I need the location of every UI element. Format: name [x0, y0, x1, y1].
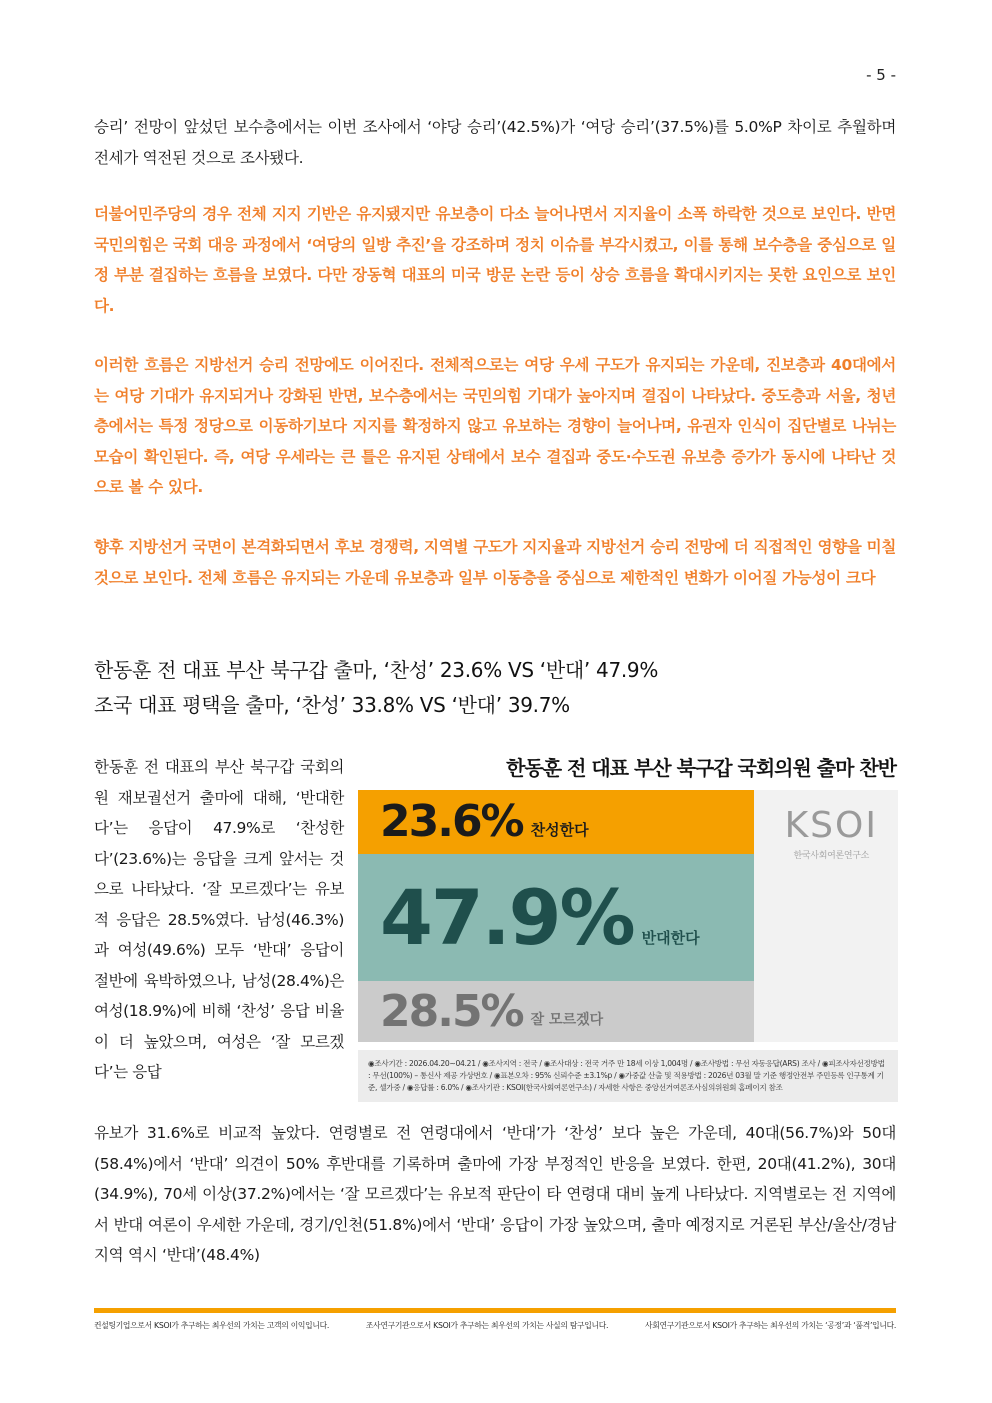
logo-subtitle: 한국사회여론연구소 — [793, 851, 870, 861]
bar-unsure-label: 잘 모르겠다 — [530, 1011, 604, 1028]
headline-cho-kuk: 조국 대표 평택을 출마, ‘찬성’ 33.8% VS ‘반대’ 39.7% — [94, 693, 570, 717]
bar-unsure-percent: 28.5% — [380, 985, 523, 1037]
page-number: - 5 - — [866, 66, 896, 84]
footer-divider — [94, 1308, 896, 1313]
logo-mark: KSOI — [784, 805, 878, 846]
bar-oppose-label: 반대한다 — [641, 929, 700, 947]
bar-agree — [358, 790, 754, 854]
bar-agree-label: 찬성한다 — [530, 820, 589, 839]
infographic-figure — [358, 752, 898, 1108]
figure-title: 한동훈 전 대표 부산 북구갑 국회의원 출마 찬반 — [506, 756, 896, 780]
bar-oppose — [358, 854, 754, 981]
footer-statement-2: 조사연구기관으로서 KSOI가 추구하는 최우선의 가치는 사실의 탐구입니다. — [365, 1321, 609, 1330]
bar-oppose-percent: 47.9% — [380, 872, 634, 962]
footer-statement-3: 사회연구기관으로서 KSOI가 추구하는 최우선의 가치는 ‘공정’과 ‘품격’입니다. — [645, 1321, 896, 1330]
body-text-continued: 유보가 31.6%로 비교적 높았다. 연령별로 전 연령대에서 ‘반대’가 ‘찬성’ 보다 높은 가운데, 40대(56.7%)와 50대(58.4%)에서 ‘반대’ 의견이 50% 후반대를 기록하며 출마에 가장 부정적인 반응을 보였다. 한편, 20대(41.2%), 30대(34.9%), 70세 이상(37.2%)에서는 ‘잘 모르겠다’는 유보적 판단이 타 연령대 대비 높게 나타났다. 지역별로는 전 지역에서 반대 여론이 우세한 가운데, 경기/인천(51.8%)에서 ‘반대’ 응답이 가장 높았으며, 출마 예정지로 거론된 부산/울산/경남 지역 역시 ‘반대’(48.4%) — [94, 1124, 896, 1264]
bar-agree-percent: 23.6% — [380, 796, 523, 847]
paragraph-future-outlook: 향후 지방선거 국면이 본격화되면서 후보 경쟁력, 지역별 구도가 지지율과 지방선거 승리 전망에 더 직접적인 영향을 미칠 것으로 보인다. 전체 흐름은 유지되는 가운데 유보층과 일부 이동층을 중심으로 제한적인 변화가 이어질 가능성이 크다 — [94, 538, 896, 587]
footer-statement-1: 컨설팅기업으로서 KSOI가 추구하는 최우선의 가치는 고객의 이익입니다. — [94, 1321, 330, 1330]
ksoi-logo — [784, 805, 878, 861]
paragraph-conservative-reversal: 승리’ 전망이 앞섰던 보수층에서는 이번 조사에서 ‘야당 승리’(42.5%)가 ‘여당 승리’(37.5%)를 5.0%P 차이로 추월하며 전세가 역전된 것으로 조사됐다. — [94, 118, 896, 167]
footer — [94, 1320, 896, 1331]
paragraph-party-analysis: 더불어민주당의 경우 전체 지지 기반은 유지됐지만 유보층이 다소 늘어나면서 지지율이 소폭 하락한 것으로 보인다. 반면 국민의힘은 국회 대응 과정에서 ‘여당의 일방 추진’을 강조하며 정치 이슈를 부각시켰고, 이를 통해 보수층을 중심으로 일정 부분 결집하는 흐름을 보였다. 다만 장동혁 대표의 미국 방문 논란 등이 상승 흐름을 확대시키지는 못한 요인으로 보인다. — [94, 205, 896, 315]
paragraph-election-outlook: 이러한 흐름은 지방선거 승리 전망에도 이어진다. 전체적으로는 여당 우세 구도가 유지되는 가운데, 진보층과 40대에서는 여당 기대가 유지되거나 강화된 반면, 보수층에서는 국민의힘 기대가 높아지며 결집이 나타났다. 중도층과 서울, 청년층에서는 특정 정당으로 이동하기보다 지지를 확정하지 않고 유보하는 경향이 늘어나며, 유권자 인식이 집단별로 나뉘는 모습이 확인된다. 즉, 여당 우세라는 큰 틀은 유지된 상태에서 보수 결집과 중도·수도권 유보층 증가가 동시에 나타난 것으로 볼 수 있다. — [94, 356, 896, 496]
body-text-side: 한동훈 전 대표의 부산 북구갑 국회의원 재보궐선거 출마에 대해, ‘반대한다’는 응답이 47.9%로 ‘찬성한다’(23.6%)는 응답을 크게 앞서는 것으로 나타났다. ‘잘 모르겠다’는 유보적 응답은 28.5%였다. 남성(46.3%)과 여성(49.6%) 모두 ‘반대’ 응답이 절반에 육박하였으나, 남성(28.4%)은 여성(18.9%)에 비해 ‘찬성’ 응답 비율이 더 높았으며, 여성은 ‘잘 모르겠다’는 응답 — [94, 758, 344, 1081]
headline-han-donghoon: 한동훈 전 대표 부산 북구갑 출마, ‘찬성’ 23.6% VS ‘반대’ 47.9% — [94, 658, 659, 682]
bar-unsure — [358, 981, 754, 1042]
survey-notes: ◉조사기간 : 2026.04.20~04.21 / ◉조사지역 : 전국 / ◉조사대상 : 전국 거주 만 18세 이상 1,004명 / ◉조사방법 : 무선 자동응답(ARS) 조사 / ◉피조사자선정방법 : 무선(100%) – 통신사 제공 가상번호 / ◉표본오차 : 95% 신뢰수준 ±3.1%p / ◉가중값 산출 및 적용방법 : 2026년 03월 말 기준 행정안전부 주민등록 인구통계 기준, 셀가중 / ◉응답률 : 6.0% / ◉조사기관 : KSOI(한국사회여론연구소) / 자세한 사항은 중앙선거여론조사심의위원회 홈페이지 참조 — [358, 1050, 898, 1102]
figure-panel — [358, 790, 898, 1042]
